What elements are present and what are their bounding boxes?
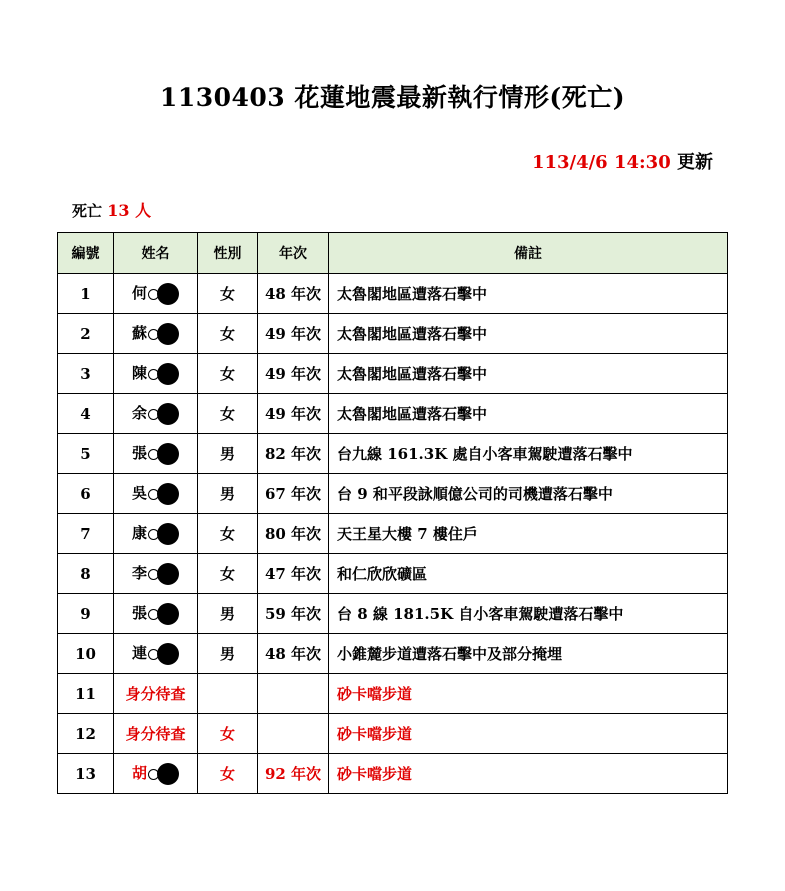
- table-row: [58, 394, 728, 434]
- cell-note: 太魯閣地區遭落石擊中: [329, 354, 728, 394]
- cell-no: 1: [58, 274, 114, 314]
- cell-no: 2: [58, 314, 114, 354]
- cell-age: 92 年次: [258, 754, 329, 794]
- cell-gender: 女: [198, 514, 258, 554]
- cell-name: [114, 314, 198, 354]
- table-row: [58, 314, 728, 354]
- cell-note: 天王星大樓 7 樓住戶: [329, 514, 728, 554]
- cell-note: 太魯閣地區遭落石擊中: [329, 274, 728, 314]
- surname-text: 蘇: [131, 324, 147, 342]
- cell-gender: 女: [198, 354, 258, 394]
- cell-age: 59 年次: [258, 594, 329, 634]
- surname-text: 身分待查: [125, 725, 186, 743]
- cell-gender: 男: [198, 594, 258, 634]
- cell-name: [114, 754, 198, 794]
- cell-no: 9: [58, 594, 114, 634]
- cell-name: [114, 274, 198, 314]
- cell-note: 台 9 和平段詠順億公司的司機遭落石擊中: [329, 474, 728, 514]
- table-row: [58, 274, 728, 314]
- cell-age: 49 年次: [258, 314, 329, 354]
- table-row: [58, 554, 728, 594]
- cell-no: 6: [58, 474, 114, 514]
- cell-note: 小錐麓步道遭落石擊中及部分掩埋: [329, 634, 728, 674]
- cell-no: 10: [58, 634, 114, 674]
- surname-text: 吳: [131, 484, 147, 502]
- cell-gender: 女: [198, 714, 258, 754]
- cell-no: 7: [58, 514, 114, 554]
- update-suffix: 更新: [677, 152, 713, 173]
- header-note: 備註: [329, 233, 728, 274]
- cell-no: 8: [58, 554, 114, 594]
- surname-text: 身分待查: [125, 685, 186, 703]
- cell-no: 5: [58, 434, 114, 474]
- cell-note: 太魯閣地區遭落石擊中: [329, 394, 728, 434]
- name-mask-dot-icon: [157, 363, 179, 385]
- table-row: [58, 434, 728, 474]
- cell-note: 和仁欣欣礦區: [329, 554, 728, 594]
- name-mask-dot-icon: [157, 323, 179, 345]
- surname-text: 余: [131, 404, 147, 422]
- surname-text: 張: [131, 604, 147, 622]
- cell-name: [114, 554, 198, 594]
- cell-age: 67 年次: [258, 474, 329, 514]
- name-mask-dot-icon: [157, 643, 179, 665]
- header-no: 編號: [58, 233, 114, 274]
- surname-text: 連: [131, 644, 147, 662]
- cell-no: 12: [58, 714, 114, 754]
- cell-no: 11: [58, 674, 114, 714]
- table-row: [58, 714, 728, 754]
- name-mask-dot-icon: [157, 483, 179, 505]
- cell-note: 砂卡噹步道: [329, 714, 728, 754]
- cell-name: [114, 714, 198, 754]
- cell-name: [114, 514, 198, 554]
- cell-age: [258, 674, 329, 714]
- table-row: [58, 514, 728, 554]
- cell-note: 砂卡噹步道: [329, 754, 728, 794]
- header-age: 年次: [258, 233, 329, 274]
- table-body: [58, 274, 728, 794]
- surname-text: 張: [131, 444, 147, 462]
- table-row: [58, 634, 728, 674]
- update-datetime: 113/4/6 14:30: [531, 152, 671, 173]
- name-mask-dot-icon: [157, 763, 179, 785]
- cell-no: 4: [58, 394, 114, 434]
- cell-gender: 女: [198, 314, 258, 354]
- cell-name: [114, 594, 198, 634]
- cell-gender: 女: [198, 394, 258, 434]
- cell-name: [114, 394, 198, 434]
- cell-age: 82 年次: [258, 434, 329, 474]
- header-gender: 性別: [198, 233, 258, 274]
- name-mask-dot-icon: [157, 523, 179, 545]
- table-row: [58, 474, 728, 514]
- cell-gender: 女: [198, 274, 258, 314]
- update-timestamp: [532, 148, 713, 174]
- cell-name: [114, 354, 198, 394]
- cell-age: 80 年次: [258, 514, 329, 554]
- cell-no: 13: [58, 754, 114, 794]
- cell-gender: [198, 674, 258, 714]
- table-header-row: [58, 233, 728, 274]
- surname-text: 陳: [131, 364, 147, 382]
- cell-age: 48 年次: [258, 634, 329, 674]
- cell-note: 太魯閣地區遭落石擊中: [329, 314, 728, 354]
- summary-label: 死亡: [72, 202, 103, 220]
- cell-gender: 男: [198, 474, 258, 514]
- name-mask-dot-icon: [157, 603, 179, 625]
- page-title: 1130403 花蓮地震最新執行情形(死亡): [159, 83, 626, 112]
- surname-text: 李: [131, 564, 147, 582]
- name-mask-dot-icon: [157, 563, 179, 585]
- cell-age: 49 年次: [258, 354, 329, 394]
- cell-note: 砂卡噹步道: [329, 674, 728, 714]
- cell-age: 49 年次: [258, 394, 329, 434]
- header-name: 姓名: [114, 233, 198, 274]
- cell-note: 台九線 161.3K 處自小客車駕駛遭落石擊中: [329, 434, 728, 474]
- cell-gender: 男: [198, 434, 258, 474]
- name-mask-dot-icon: [157, 443, 179, 465]
- cell-gender: 女: [198, 754, 258, 794]
- surname-text: 何: [131, 284, 147, 302]
- cell-gender: 女: [198, 554, 258, 594]
- table-row: [58, 354, 728, 394]
- cell-age: 47 年次: [258, 554, 329, 594]
- summary-count: 13 人: [107, 201, 152, 220]
- table-row: [58, 754, 728, 794]
- cell-name: [114, 634, 198, 674]
- cell-gender: 男: [198, 634, 258, 674]
- surname-text: 胡: [131, 764, 147, 782]
- name-mask-dot-icon: [157, 283, 179, 305]
- casualty-table: [57, 232, 728, 794]
- cell-note: 台 8 線 181.5K 自小客車駕駛遭落石擊中: [329, 594, 728, 634]
- cell-name: [114, 674, 198, 714]
- death-summary: [72, 198, 151, 221]
- cell-age: [258, 714, 329, 754]
- name-mask-dot-icon: [157, 403, 179, 425]
- cell-name: [114, 434, 198, 474]
- table-row: [58, 594, 728, 634]
- cell-name: [114, 474, 198, 514]
- cell-no: 3: [58, 354, 114, 394]
- surname-text: 康: [131, 524, 147, 542]
- cell-age: 48 年次: [258, 274, 329, 314]
- table-row: [58, 674, 728, 714]
